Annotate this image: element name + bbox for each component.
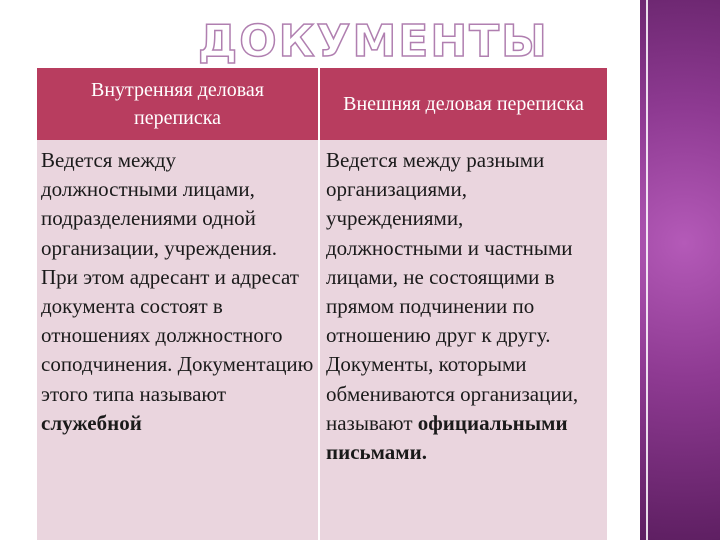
- page-title: ДОКУМЕНТЫ: [198, 16, 549, 67]
- decorative-side-line: [646, 0, 648, 540]
- comparison-table: [37, 68, 607, 540]
- header-external-correspondence: Внешняя деловая переписка: [320, 68, 607, 140]
- header-internal-correspondence: Внутренняя деловая переписка: [37, 68, 320, 140]
- decorative-side-band: [640, 0, 720, 540]
- cell-internal-description: [37, 140, 320, 540]
- cell-external-description: [320, 140, 607, 540]
- external-description-text: Ведется между разными организациями, учреждениями, должностными и частными лицами, не состоящими в прямом подчинении по отношению друг к другу. Документы, которыми обмениваются организации, называют: [326, 148, 579, 435]
- internal-description-bold-term: служебной: [41, 410, 142, 435]
- internal-description-text: Ведется между должностными лицами, подразделениями одной организации, учреждения. При этом адресант и адресат документа состоят в отношениях должностного соподчинения. Документацию этого типа называют: [41, 148, 314, 406]
- external-description-bold-term: официальными письмами.: [326, 410, 568, 465]
